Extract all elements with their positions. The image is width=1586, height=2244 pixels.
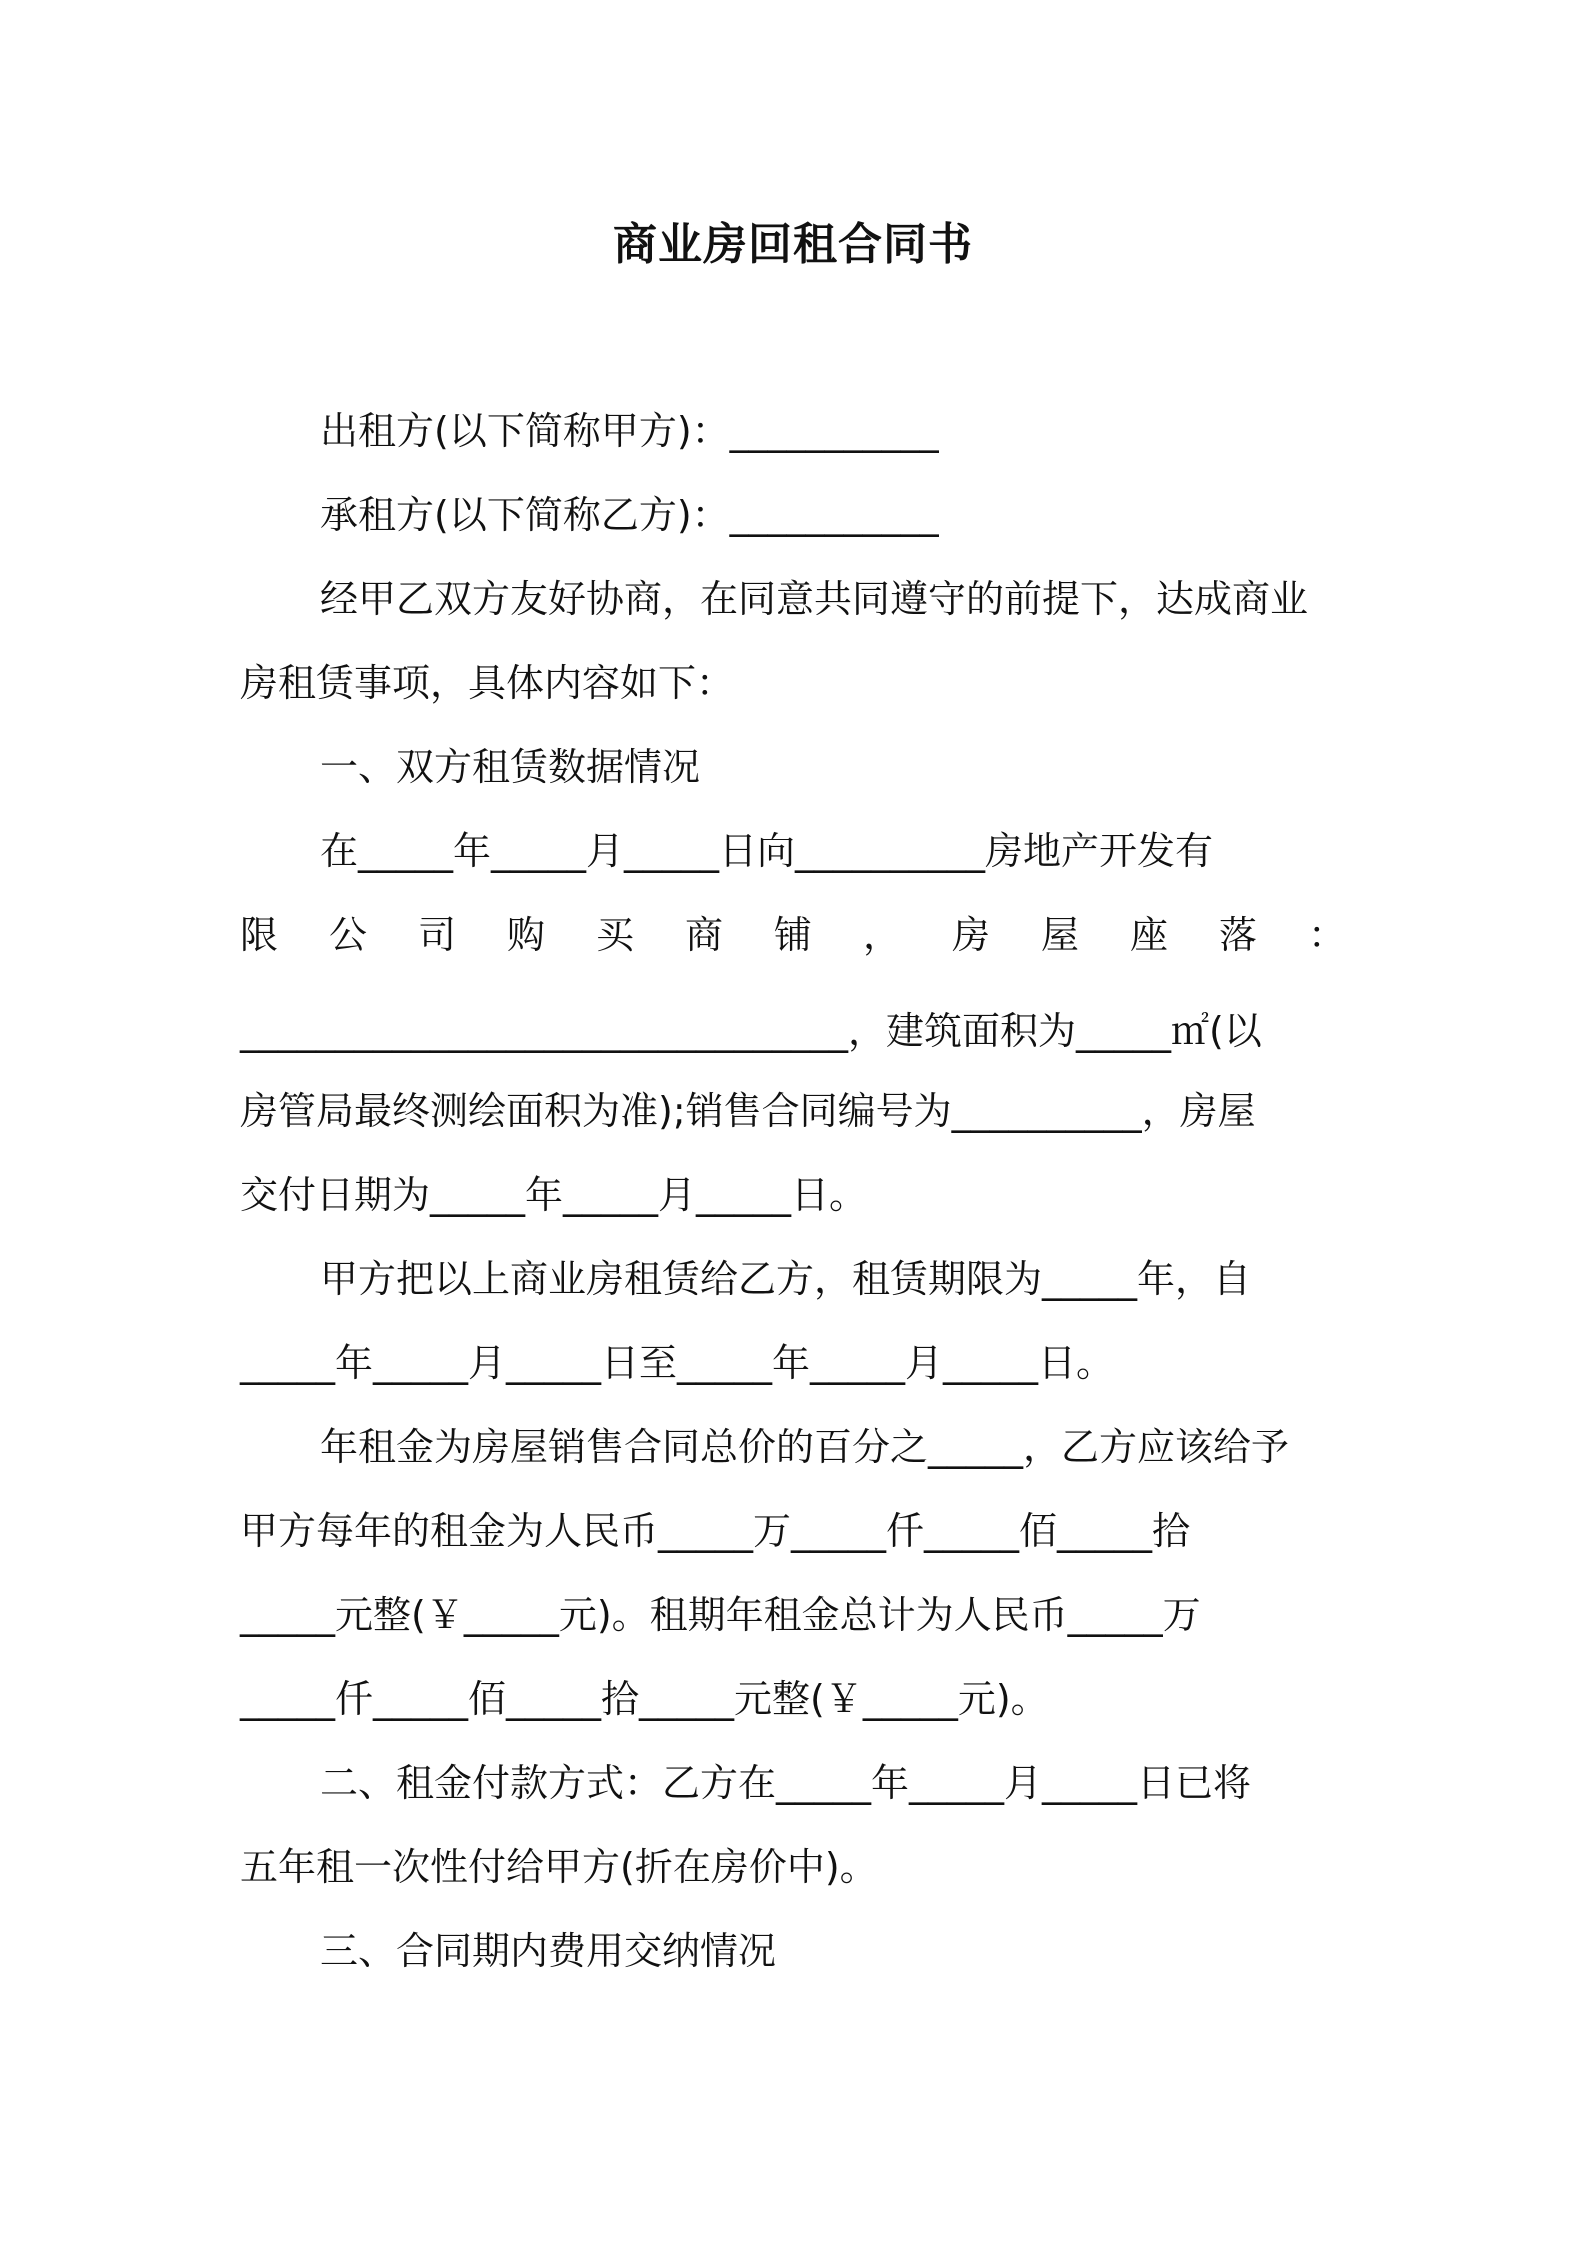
term-paragraph-line-2: _____年_____月_____日至_____年_____月_____日。 xyxy=(240,1341,1115,1385)
rent-paragraph-line-3: _____元整(￥_____元)。租期年租金总计为人民币_____万 xyxy=(240,1593,1201,1637)
property-paragraph-line-1: 在_____年_____月_____日向__________房地产开发有 xyxy=(320,829,1214,873)
term-paragraph-line-1: 甲方把以上商业房租赁给乙方，租赁期限为_____年，自 xyxy=(320,1257,1252,1301)
section-2-line-1: 二、租金付款方式：乙方在_____年_____月_____日已将 xyxy=(320,1761,1252,1805)
section-3-heading: 三、合同期内费用交纳情况 xyxy=(320,1929,777,1973)
rent-paragraph-line-4: _____仟_____佰_____拾_____元整(￥_____元)。 xyxy=(240,1677,1049,1721)
section-1-heading: 一、双方租赁数据情况 xyxy=(320,745,701,789)
intro-paragraph-line-1: 经甲乙双方友好协商，在同意共同遵守的前提下，达成商业 xyxy=(320,577,1309,621)
property-paragraph-line-4: 房管局最终测绘面积为准);销售合同编号为__________，房屋 xyxy=(240,1089,1256,1133)
rent-paragraph-line-2: 甲方每年的租金为人民币_____万_____仟_____佰_____拾 xyxy=(240,1509,1191,1553)
intro-paragraph-line-2: 房租赁事项，具体内容如下： xyxy=(240,661,735,705)
lessor-line: 出租方(以下简称甲方)：___________ xyxy=(320,409,939,453)
document-title: 商业房回租合同书 xyxy=(613,219,973,270)
property-paragraph-line-5: 交付日期为_____年_____月_____日。 xyxy=(240,1173,868,1217)
rent-paragraph-line-1: 年租金为房屋销售合同总价的百分之_____，乙方应该给予 xyxy=(320,1425,1290,1469)
property-paragraph-line-3: ________________________________，建筑面积为_____㎡(以 xyxy=(240,1009,1262,1053)
section-2-line-2: 五年租一次性付给甲方(折在房价中)。 xyxy=(240,1845,878,1889)
lessee-line: 承租方(以下简称乙方)：___________ xyxy=(320,493,939,537)
property-paragraph-line-2: 限 公 司 购 买 商 铺 ， 房 屋 座 落 ： xyxy=(240,913,1346,957)
